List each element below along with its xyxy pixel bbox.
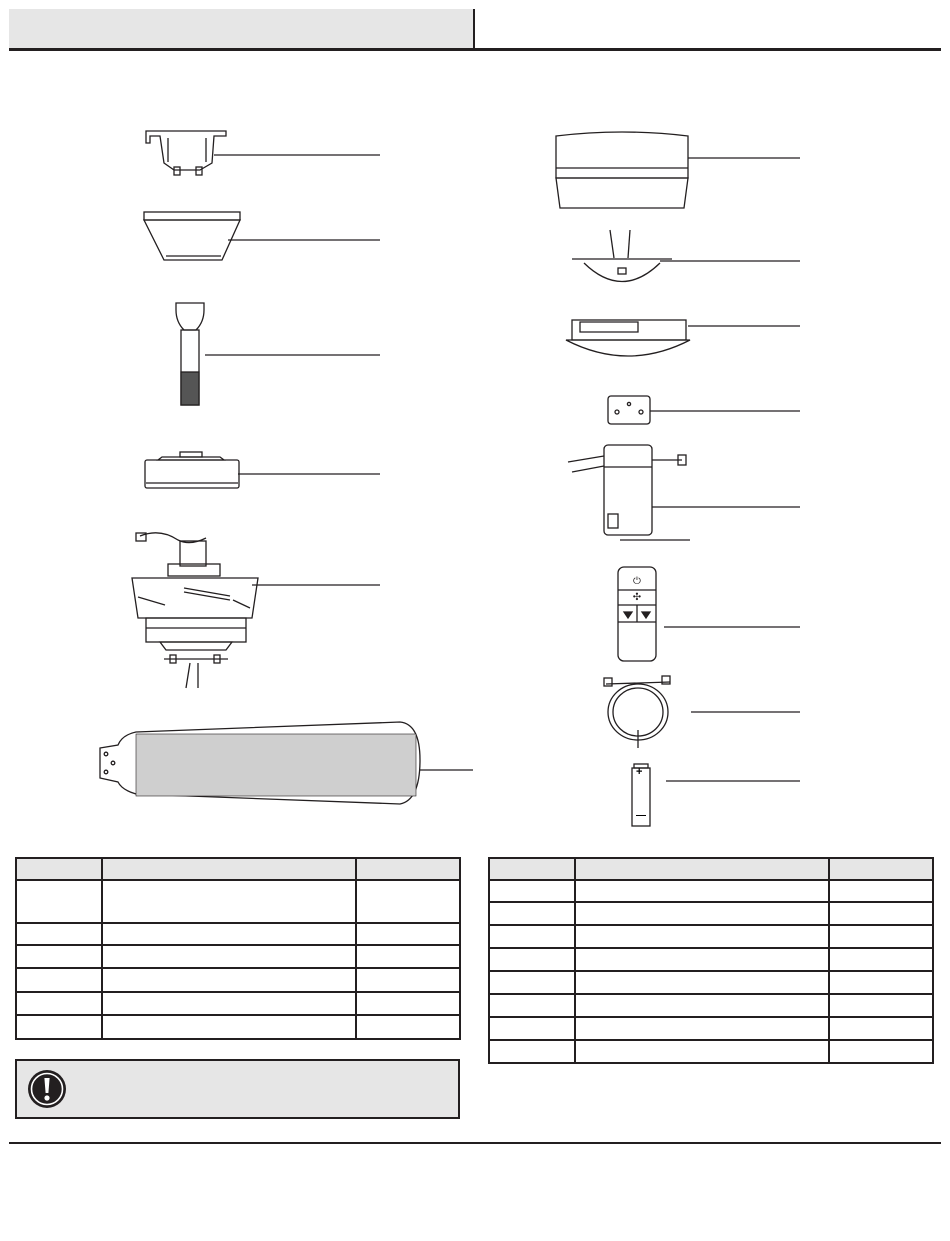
table-row: [489, 880, 933, 902]
exclamation-icon: [27, 1069, 67, 1109]
quantity-cell: [829, 1040, 933, 1063]
table-row: [16, 992, 460, 1015]
light-housing-drawing: [556, 132, 688, 208]
table-row: [16, 880, 460, 923]
canopy-drawing: [144, 212, 240, 260]
part-cell: [489, 880, 575, 902]
part-cell: [16, 968, 102, 992]
part-cell: [489, 1040, 575, 1063]
warning-note: [15, 1059, 460, 1119]
description-cell: [102, 992, 356, 1015]
description-cell: [575, 902, 829, 925]
col-part-header: [489, 858, 575, 880]
wire-coil-drawing: [604, 676, 670, 748]
part-cell: [489, 902, 575, 925]
table-row: [489, 1017, 933, 1040]
quantity-cell: [829, 1017, 933, 1040]
description-cell: [575, 925, 829, 948]
part-cell: [489, 994, 575, 1017]
coupling-cover-drawing: [145, 452, 239, 488]
part-cell: [489, 925, 575, 948]
remote-power-glyph: ⏻: [633, 576, 641, 587]
quantity-cell: [356, 923, 460, 945]
battery-plus: +: [636, 766, 643, 778]
quantity-cell: [829, 902, 933, 925]
part-cell: [16, 945, 102, 968]
table-row: [16, 945, 460, 968]
motor-assembly-drawing: [132, 533, 258, 688]
col-part-header: [16, 858, 102, 880]
table-row: [489, 971, 933, 994]
leader-lines-left: [205, 155, 473, 770]
table-row: [16, 923, 460, 945]
description-cell: [102, 945, 356, 968]
bracket-plate-drawing: [608, 396, 650, 424]
quantity-cell: [829, 994, 933, 1017]
table-row: [489, 1040, 933, 1063]
table-row: [489, 948, 933, 971]
quantity-cell: [829, 925, 933, 948]
col-description-header: [575, 858, 829, 880]
col-quantity-header: [829, 858, 933, 880]
part-cell: [16, 880, 102, 923]
remote-drawing: [618, 567, 656, 661]
quantity-cell: [829, 971, 933, 994]
part-cell: [16, 923, 102, 945]
col-quantity-header: [356, 858, 460, 880]
part-cell: [489, 1017, 575, 1040]
description-cell: [575, 1040, 829, 1063]
quantity-cell: [356, 992, 460, 1015]
battery-minus: —: [636, 810, 646, 821]
mounting-bracket-drawing: [146, 131, 226, 175]
leader-lines-right: [650, 158, 800, 781]
led-module-drawing: [572, 230, 672, 282]
quantity-cell: [356, 945, 460, 968]
receiver-drawing: [568, 445, 690, 540]
description-cell: [575, 948, 829, 971]
blade-drawing: [100, 722, 420, 804]
description-cell: [102, 923, 356, 945]
quantity-cell: [829, 880, 933, 902]
remote-fan-glyph: ✣: [632, 592, 642, 603]
quantity-cell: [829, 948, 933, 971]
downrod-drawing: [176, 303, 204, 405]
footer-rule: [9, 1142, 941, 1144]
parts-table-left: [15, 857, 461, 1040]
parts-table-right: [488, 857, 934, 1064]
quantity-cell: [356, 968, 460, 992]
description-cell: [575, 971, 829, 994]
light-shade-drawing: [566, 320, 690, 356]
description-cell: [102, 968, 356, 992]
part-cell: [489, 948, 575, 971]
part-cell: [16, 1015, 102, 1039]
table-row: [489, 902, 933, 925]
description-cell: [575, 994, 829, 1017]
table-row: [16, 1015, 460, 1039]
description-cell: [102, 1015, 356, 1039]
description-cell: [575, 880, 829, 902]
table-row: [489, 994, 933, 1017]
part-cell: [16, 992, 102, 1015]
quantity-cell: [356, 1015, 460, 1039]
description-cell: [102, 880, 356, 923]
part-cell: [489, 971, 575, 994]
quantity-cell: [356, 880, 460, 923]
table-row: [489, 925, 933, 948]
description-cell: [575, 1017, 829, 1040]
col-description-header: [102, 858, 356, 880]
table-row: [16, 968, 460, 992]
